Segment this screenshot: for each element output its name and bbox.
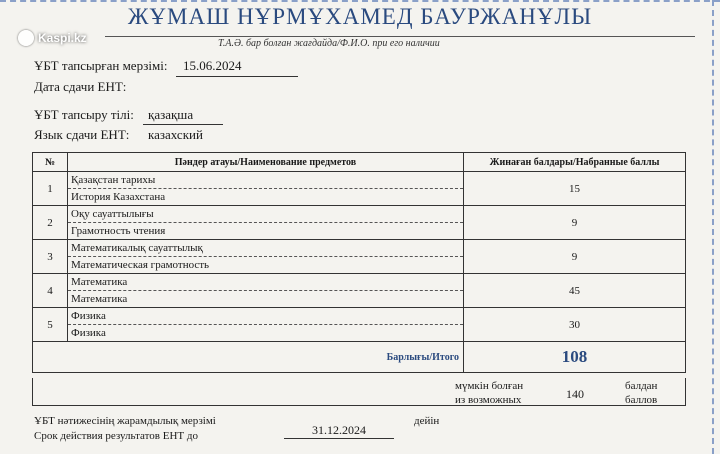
subject-ru: Физика: [71, 327, 106, 339]
date-label-kz: ҰБТ тапсырған мерзімі:: [34, 58, 168, 73]
row-num: 5: [33, 308, 68, 342]
total-value: 108: [464, 342, 686, 373]
table-header-row: [33, 153, 686, 172]
subject-kz: Физика: [68, 308, 463, 325]
date-underline: [176, 76, 298, 77]
subject-kz: Оқу сауаттылығы: [68, 206, 463, 223]
lang-label-kz: ҰБТ тапсыру тілі:: [34, 107, 134, 122]
lang-value-ru: казахский: [148, 127, 203, 142]
results-table: [32, 152, 686, 373]
kaspi-logo-icon: [18, 30, 34, 46]
name-underline: [105, 36, 695, 37]
date-label-ru: Дата сдачи ЕНТ:: [34, 79, 127, 94]
validity-underline: [284, 438, 394, 439]
row-subject: [68, 274, 464, 308]
table-row: [33, 308, 686, 342]
dashed-border: [712, 0, 714, 454]
subject-ru: История Казахстана: [71, 191, 166, 203]
full-name: ЖҰМАШ НҰРМҰХАМЕД БАУРЖАНҰЛЫ: [127, 4, 593, 29]
validity-label-kz: ҰБТ нәтижесінің жарамдылық мерзімі: [34, 415, 216, 427]
validity-date: 31.12.2024: [312, 423, 366, 437]
row-num: 1: [33, 172, 68, 206]
possible-value: 140: [566, 387, 584, 401]
table-row: [33, 172, 686, 206]
lang-value-kz: қазақша: [148, 107, 194, 122]
watermark-text: Kaspi.kz: [38, 31, 87, 45]
possible-score-box: [32, 378, 686, 406]
col-subject-header: Пәндер атауы/Наименование предметов: [68, 153, 464, 172]
kaspi-watermark: [18, 30, 87, 46]
row-score: 30: [464, 308, 686, 342]
row-subject: [68, 172, 464, 206]
subject-kz: Математикалық сауаттылық: [68, 240, 463, 257]
subject-kz: Математика: [68, 274, 463, 291]
subject-ru: Математика: [71, 293, 128, 305]
row-score: 9: [464, 240, 686, 274]
row-subject: [68, 308, 464, 342]
possible-label-kz: мүмкін болған: [455, 380, 524, 392]
col-score-header: Жинаған балдары/Набранные баллы: [464, 153, 686, 172]
date-value: 15.06.2024: [183, 58, 242, 73]
table-row: [33, 240, 686, 274]
lang-underline: [143, 124, 223, 125]
row-subject: [68, 206, 464, 240]
possible-unit-ru: баллов: [625, 394, 658, 406]
row-score: 15: [464, 172, 686, 206]
subject-ru: Грамотность чтения: [71, 225, 166, 237]
total-label: Барлығы/Итого: [33, 342, 464, 373]
subject-kz: Қазақстан тарихы: [68, 172, 463, 189]
lang-label-ru: Язык сдачи ЕНТ:: [34, 127, 130, 142]
total-row: [33, 342, 686, 373]
row-subject: [68, 240, 464, 274]
validity-label-ru: Срок действия результатов ЕНТ до: [34, 430, 198, 442]
name-hint: Т.А.Ә. бар болған жағдайда/Ф.И.О. при его наличии: [218, 38, 440, 49]
col-num-header: №: [33, 153, 68, 172]
possible-unit-kz: балдан: [625, 380, 658, 392]
table-row: [33, 206, 686, 240]
subject-ru: Математическая грамотность: [71, 259, 210, 271]
row-num: 3: [33, 240, 68, 274]
table-row: [33, 274, 686, 308]
row-score: 9: [464, 206, 686, 240]
validity-suffix-kz: дейін: [414, 415, 440, 427]
row-num: 4: [33, 274, 68, 308]
possible-label-ru: из возможных: [455, 394, 522, 406]
row-score: 45: [464, 274, 686, 308]
row-num: 2: [33, 206, 68, 240]
